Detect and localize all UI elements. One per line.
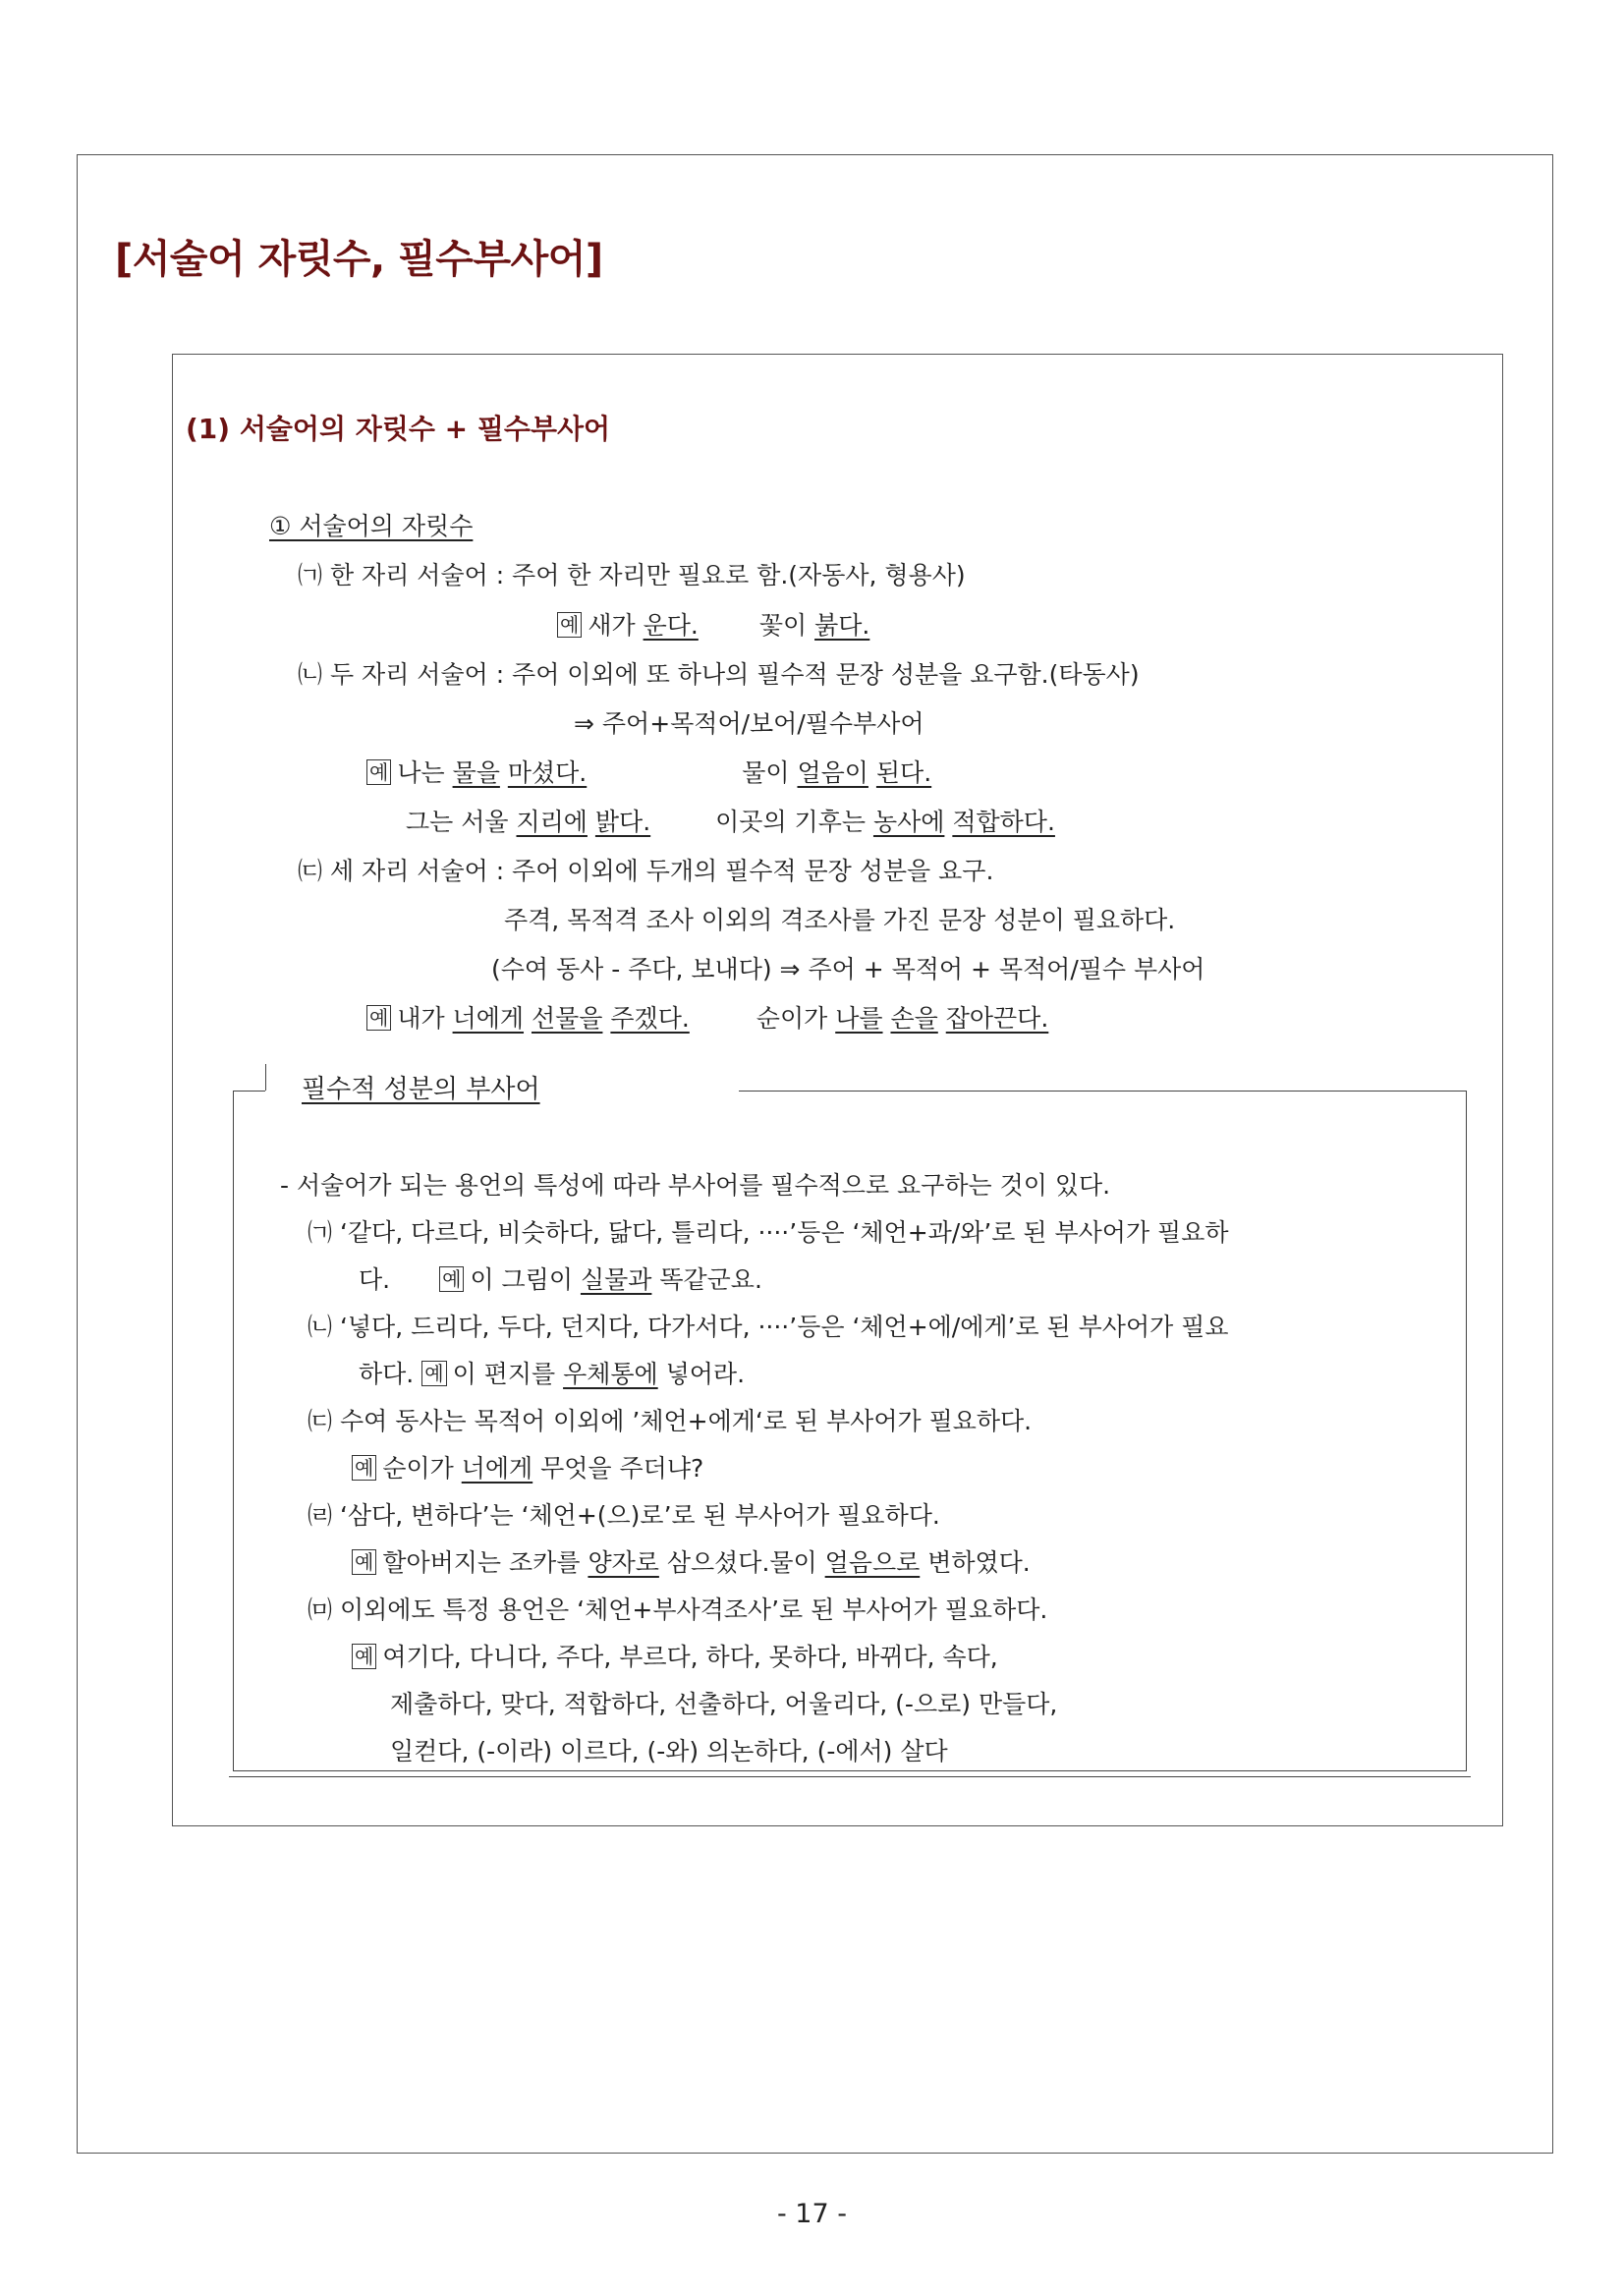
box-double-line — [229, 1776, 1471, 1777]
one-place-predicate: ㈀ 한 자리 서술어 : 주어 한 자리만 필요로 함.(자동사, 형용사) — [298, 561, 966, 589]
item-d-line-1: ㈃ ‘삼다, 변하다’는 ‘체언+(으)로’로 된 부사어가 필요하다. — [308, 1501, 940, 1530]
three-place-example: 예 내가 너에게 선물을 주겠다. 순이가 나를 손을 잡아끈다. — [366, 1002, 1048, 1036]
two-place-example-2: 그는 서울 지리에 밝다. 이곳의 기후는 농사에 적합하다. — [406, 808, 1055, 836]
item-c-line-1: ㈂ 수여 동사는 목적어 이외에 ’체언+에게‘로 된 부사어가 필요하다. — [308, 1407, 1033, 1435]
box-title: 필수적 성분의 부사어 — [302, 1075, 540, 1104]
example-mark: 예 — [421, 1361, 446, 1386]
item-e-line-4: 일컫다, (-이라) 이르다, (-와) 의논하다, (-에서) 살다 — [390, 1737, 948, 1765]
box-tab-tick — [265, 1064, 266, 1091]
example-mark: 예 — [557, 612, 582, 638]
box-top-left-edge — [233, 1091, 265, 1092]
item-b-line-2: 하다. 예 이 편지를 우체통에 넣어라. — [359, 1360, 746, 1388]
three-place-desc-2: (수여 동사 - 주다, 보내다) ⇒ 주어 + 목적어 + 목적어/필수 부사어 — [491, 955, 1205, 983]
example-mark: 예 — [366, 759, 391, 785]
page-title: [서술어 자릿수, 필수부사어] — [115, 237, 603, 282]
two-place-arrow: ⇒ 주어+목적어/보어/필수부사어 — [574, 709, 924, 738]
three-place-desc-1: 주격, 목적격 조사 이외의 격조사를 가진 문장 성분이 필요하다. — [504, 906, 1176, 934]
item-b-line-1: ㈁ ‘넣다, 드리다, 두다, 던지다, 다가서다, ····’등은 ‘체언+에/에게’로 된 부사어가 필요 — [308, 1313, 1229, 1341]
item-e-line-3: 제출하다, 맞다, 적합하다, 선출하다, 어울리다, (-으로) 만들다, — [390, 1690, 1058, 1718]
example-mark: 예 — [439, 1266, 464, 1292]
box-top-right-edge — [739, 1091, 1467, 1092]
example-mark: 예 — [352, 1644, 376, 1669]
example-mark: 예 — [352, 1549, 376, 1575]
item-e-line-1: ㈄ 이외에도 특정 용언은 ‘체언+부사격조사’로 된 부사어가 필요하다. — [308, 1596, 1048, 1624]
two-place-example-1: 예 나는 물을 마셨다. 물이 얼음이 된다. — [366, 756, 931, 790]
item-d-line-2: 예 할아버지는 조카를 양자로 삼으셨다.물이 얼음으로 변하였다. — [352, 1546, 1031, 1580]
item-a-line-1: ㈀ ‘같다, 다르다, 비슷하다, 닮다, 틀리다, ····’등은 ‘체언+과/와’로 된 부사어가 필요하 — [308, 1218, 1229, 1247]
section-heading: (1) 서술어의 자릿수 + 필수부사어 — [186, 413, 611, 445]
one-place-example: 예 새가 운다. 꽃이 붉다. — [557, 609, 869, 643]
item-a-line-2: 다. 예 이 그림이 실물과 똑같군요. — [359, 1265, 762, 1294]
example-mark: 예 — [366, 1005, 391, 1031]
two-place-predicate: ㈁ 두 자리 서술어 : 주어 이외에 또 하나의 필수적 문장 성분을 요구함.(타동사) — [298, 660, 1140, 689]
item-c-line-2: 예 순이가 너에게 무엇을 주더냐? — [352, 1452, 703, 1485]
box-intro: - 서술어가 되는 용언의 특성에 따라 부사어를 필수적으로 요구하는 것이 있다. — [280, 1171, 1111, 1200]
three-place-predicate: ㈂ 세 자리 서술어 : 주어 이외에 두개의 필수적 문장 성분을 요구. — [298, 857, 994, 885]
item-e-line-2: 예 여기다, 다니다, 주다, 부르다, 하다, 못하다, 바뀌다, 속다, — [352, 1641, 998, 1674]
part1-heading: ① 서술어의 자릿수 — [269, 512, 474, 540]
example-mark: 예 — [352, 1455, 376, 1481]
page-number: - 17 - — [776, 2199, 847, 2229]
